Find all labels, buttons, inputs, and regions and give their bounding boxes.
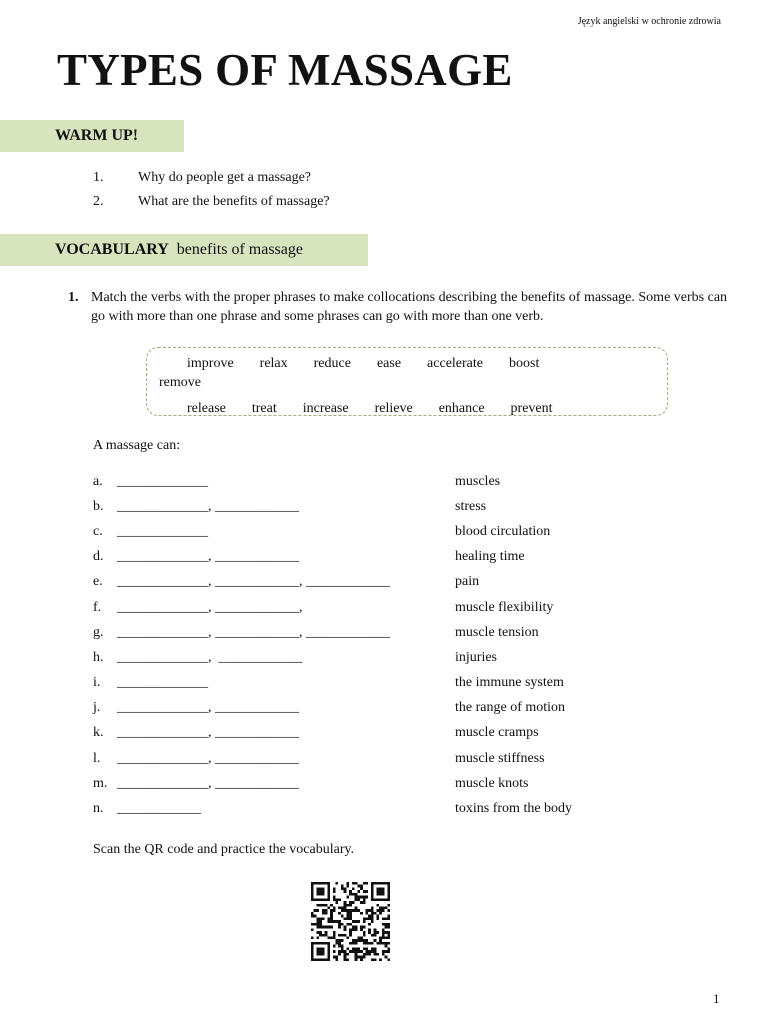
item-letter: m.	[93, 775, 108, 791]
vocabulary-label: VOCABULARY	[55, 241, 169, 258]
word-bank-word: prevent	[510, 401, 553, 416]
qr-code-icon[interactable]	[311, 882, 390, 961]
scan-instruction: Scan the QR code and practice the vocabulary.	[93, 842, 355, 857]
page-title: TYPES OF MASSAGE	[57, 45, 513, 95]
list-item	[93, 595, 653, 620]
task-text: Match the verbs with the proper phrases to make collocations describing the benefits of massage. Some verbs can go with more than one phrase and some phrases can go with more than one verb.	[91, 290, 728, 324]
task-instruction	[68, 288, 728, 326]
item-letter: b.	[93, 498, 104, 514]
item-letter: k.	[93, 725, 104, 741]
list-item	[93, 620, 653, 645]
list-item	[93, 166, 330, 190]
list-item	[93, 796, 653, 821]
question-number: 2.	[93, 194, 104, 209]
answer-blanks[interactable]: _____________, ____________, ____________	[117, 624, 390, 640]
word-bank-word: improve	[187, 356, 234, 371]
item-letter: h.	[93, 649, 104, 665]
word-bank-word: accelerate	[427, 356, 483, 371]
answer-blanks[interactable]: _____________, ____________	[117, 549, 299, 565]
word-bank-word: remove	[159, 375, 201, 390]
page-number: 1	[713, 991, 720, 1006]
vocabulary-heading	[0, 234, 368, 266]
list-item	[93, 570, 653, 595]
phrase: muscle flexibility	[455, 599, 554, 615]
list-item	[93, 494, 653, 519]
item-letter: f.	[93, 599, 102, 615]
list-item	[93, 469, 653, 494]
phrase: injuries	[455, 649, 497, 665]
list-item	[93, 671, 653, 696]
header-note: Język angielski w ochronie zdrowia	[577, 16, 721, 27]
list-item	[93, 696, 653, 721]
item-letter: j.	[93, 700, 101, 716]
item-letter: a.	[93, 473, 103, 489]
phrase: muscles	[455, 473, 501, 489]
vocabulary-subtitle: benefits of massage	[176, 241, 303, 258]
phrase: the immune system	[455, 675, 564, 691]
item-letter: g.	[93, 624, 104, 640]
word-bank-word: relax	[259, 356, 288, 371]
phrase: the range of motion	[455, 700, 566, 716]
answer-blanks[interactable]: _____________, ____________	[117, 700, 299, 716]
answer-blanks[interactable]: _____________, ____________	[117, 725, 299, 741]
answer-blanks[interactable]: _____________, ____________	[117, 498, 299, 514]
warm-up-questions	[93, 166, 330, 214]
list-item	[93, 721, 653, 746]
answer-blanks[interactable]: _____________, ____________	[117, 649, 303, 665]
phrase: muscle knots	[455, 775, 529, 791]
list-item	[93, 190, 330, 214]
word-bank-word: enhance	[438, 401, 485, 416]
list-item	[93, 545, 653, 570]
list-item	[93, 771, 653, 796]
word-bank-word: treat	[251, 401, 277, 416]
phrase: healing time	[455, 549, 525, 565]
phrase: stress	[455, 498, 487, 514]
warm-up-heading	[0, 120, 184, 152]
question-number: 1.	[93, 170, 104, 185]
word-bank-word: relieve	[374, 401, 413, 416]
word-bank	[146, 347, 668, 416]
word-bank-word: reduce	[313, 356, 351, 371]
warm-up-label: WARM UP!	[55, 127, 139, 144]
phrase: pain	[455, 574, 480, 590]
task-number: 1.	[68, 290, 79, 305]
answer-blanks[interactable]: _____________, ____________	[117, 775, 299, 791]
answer-blanks[interactable]: _____________	[117, 675, 208, 691]
phrase: blood circulation	[455, 523, 551, 539]
item-letter: n.	[93, 801, 104, 817]
word-bank-row	[187, 356, 565, 372]
question-text: Why do people get a massage?	[138, 170, 311, 185]
answer-blanks[interactable]: _____________, ____________	[117, 750, 299, 766]
item-letter: d.	[93, 549, 104, 565]
list-item	[93, 746, 653, 771]
word-bank-row	[159, 375, 227, 391]
answer-blanks[interactable]: _____________	[117, 473, 208, 489]
item-letter: e.	[93, 574, 103, 590]
exercise-lead: A massage can:	[93, 438, 181, 453]
item-letter: c.	[93, 523, 103, 539]
phrase: muscle stiffness	[455, 750, 545, 766]
question-text: What are the benefits of massage?	[138, 194, 330, 209]
word-bank-word: ease	[376, 356, 402, 371]
word-bank-word: boost	[509, 356, 540, 371]
matching-list	[93, 469, 653, 822]
item-letter: i.	[93, 675, 101, 691]
answer-blanks[interactable]: ____________	[117, 801, 201, 817]
word-bank-row	[187, 401, 579, 416]
phrase: muscle tension	[455, 624, 539, 640]
word-bank-word: release	[187, 401, 226, 416]
word-bank-word: increase	[302, 401, 349, 416]
list-item	[93, 519, 653, 544]
answer-blanks[interactable]: _____________, ____________,	[117, 599, 303, 615]
answer-blanks[interactable]: _____________	[117, 523, 208, 539]
phrase: muscle cramps	[455, 725, 539, 741]
phrase: toxins from the body	[455, 801, 573, 817]
item-letter: l.	[93, 750, 101, 766]
list-item	[93, 645, 653, 670]
answer-blanks[interactable]: _____________, ____________, ____________	[117, 574, 390, 590]
